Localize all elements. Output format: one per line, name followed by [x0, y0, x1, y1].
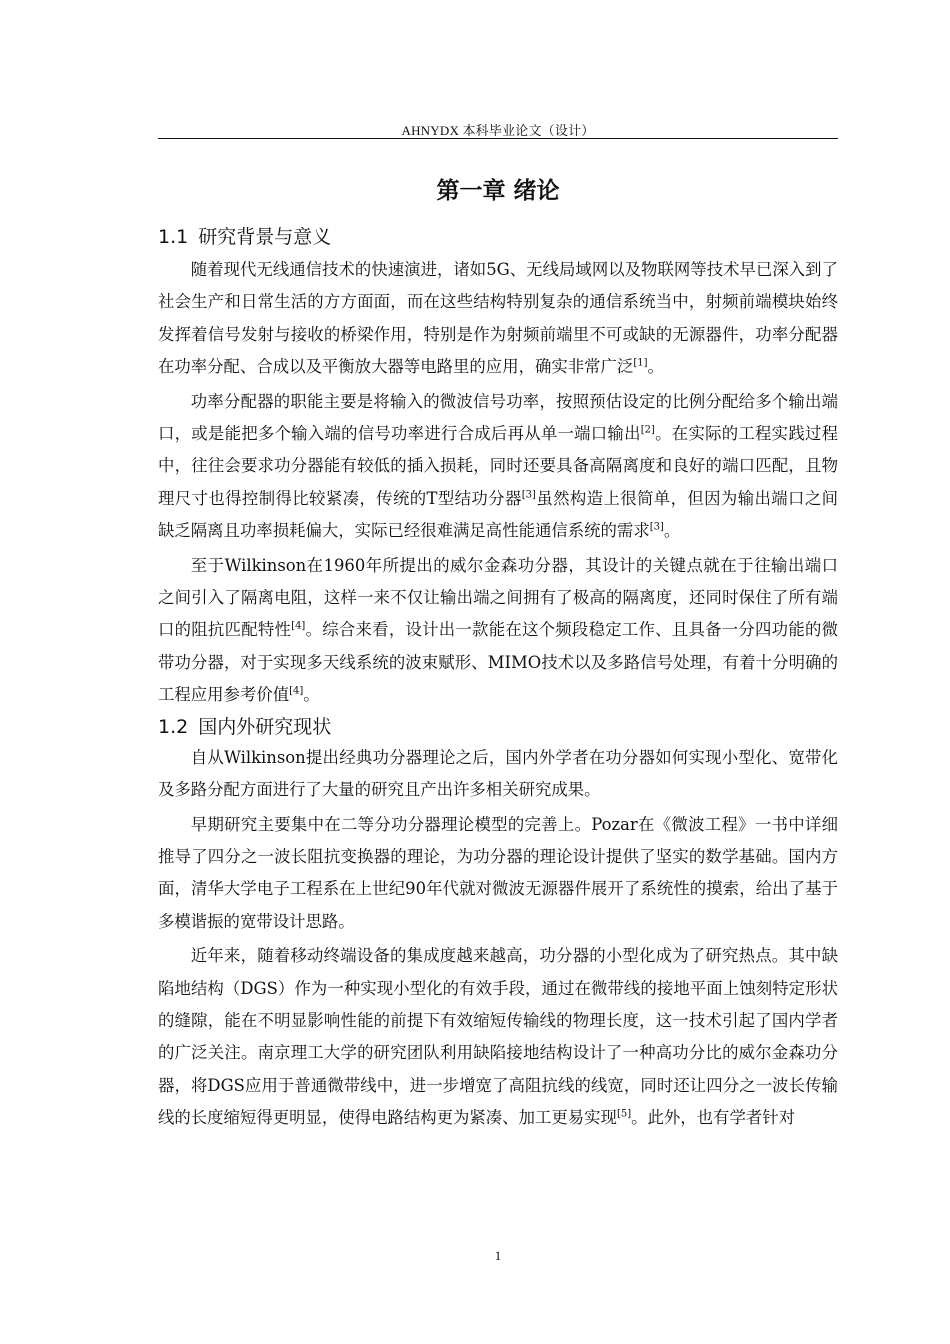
section-title: 研究背景与意义: [198, 226, 332, 248]
running-header: AHNYDX 本科毕业论文（设计）: [401, 123, 595, 138]
citation-ref: [5]: [616, 1108, 632, 1120]
paragraph: [158, 742, 838, 807]
text-run: 。在实际的工程实践过程中，往往会要求功分器能有较低的插入损耗，同时还要具备高隔离度和良好的端口匹配，且物理尺寸也得控制得比较紧凑，传统的T型结功分器: [158, 424, 839, 508]
paragraph: [158, 254, 838, 384]
text-run: 功率分配器的职能主要是将输入的微波信号功率，按照预估设定的比例分配给多个输出端口，或是能把多个输入端的信号功率进行合成后再从单一端口输出: [158, 391, 838, 444]
citation-ref: [3]: [649, 521, 664, 533]
section-heading: [158, 222, 838, 252]
body-content: [158, 222, 838, 1135]
text-run: 自从Wilkinson提出经典功分器理论之后，国内外学者在功分器如何实现小型化、宽带化及多路分配方面进行了大量的研究且产出许多相关研究成果。: [158, 747, 838, 800]
citation-ref: [2]: [640, 424, 655, 436]
header-rule: [158, 138, 838, 139]
section-number: 1.1: [158, 226, 189, 248]
citation-ref: [1]: [633, 357, 648, 369]
paragraph: [158, 809, 838, 939]
text-run: 。: [647, 357, 664, 377]
section-heading: [158, 712, 838, 742]
text-run: 。综合来看，设计出一款能在这个频段稳定工作、且具备一分四功能的微带功分器，对于实现多天线系统的波束赋形、MIMO技术以及多路信号处理，有着十分明确的工程应用参考价值: [158, 620, 839, 705]
paragraph: [158, 386, 838, 548]
text-run: 虽然构造上很简单，但因为输出端口之间缺乏隔离且功率损耗偏大，实际已经很难满足高性能通信系统的需求: [158, 488, 838, 541]
page-number: 1: [494, 1248, 502, 1263]
text-run: 。此外，也有学者针对: [631, 1108, 796, 1128]
section-title: 国内外研究现状: [198, 715, 332, 738]
text-run: 早期研究主要集中在二等分功分器理论模型的完善上。Pozar在《微波工程》一书中详细推导了四分之一波长阻抗变换器的理论，为功分器的理论设计提供了坚实的数学基础。国内方面，清华大学电子工程系在上世纪90年代就对微波无源器件展开了系统性的摸索，给出了基于多模谐振的宽带设计思路。: [158, 814, 838, 931]
paragraph: [158, 550, 838, 712]
text-run: 。: [663, 521, 681, 541]
text-run: 近年来，随着移动终端设备的集成度越来越高，功分器的小型化成为了研究热点。其中缺陷地结构（DGS）作为一种实现小型化的有效手段，通过在微带线的接地平面上蚀刻特定形状的缝隙，能在不明显影响性能的前提下有效缩短传输线的物理长度，这一技术引起了国内学者的广泛关注。南京理工大学的研究团队利用缺陷接地结构设计了一种高功分比的威尔金森功分器，将DGS应用于普通微带线中，进一步增宽了高阻抗线的线宽，同时还让四分之一波长传输线的长度缩短得更明显，使得电路结构更为紧凑、加工更易实现: [158, 946, 838, 1128]
citation-ref: [4]: [289, 685, 304, 697]
citation-ref: [3]: [521, 489, 536, 501]
chapter-title: 第一章 绪论: [436, 178, 560, 204]
paragraph: [158, 940, 838, 1134]
text-run: 至于Wilkinson在1960年所提出的威尔金森功分器，其设计的关键点就在于往输出端口之间引入了隔离电阻，这样一来不仅让输出端之间拥有了极高的隔离度，还同时保住了所有端口的阻抗匹配特性: [158, 555, 838, 640]
section-number: 1.2: [158, 715, 189, 738]
citation-ref: [4]: [291, 621, 306, 632]
text-run: 。: [303, 685, 320, 705]
text-run: 随着现代无线通信技术的快速演进，诸如5G、无线局域网以及物联网等技术早已深入到了社会生产和日常生活的方方面面，而在这些结构特别复杂的通信系统当中，射频前端模块始终发挥着信号发射与接收的桥梁作用，特别是作为射频前端里不可或缺的无源器件，功率分配器在功率分配、合成以及平衡放大器等电路里的应用，确实非常广泛: [158, 260, 838, 377]
